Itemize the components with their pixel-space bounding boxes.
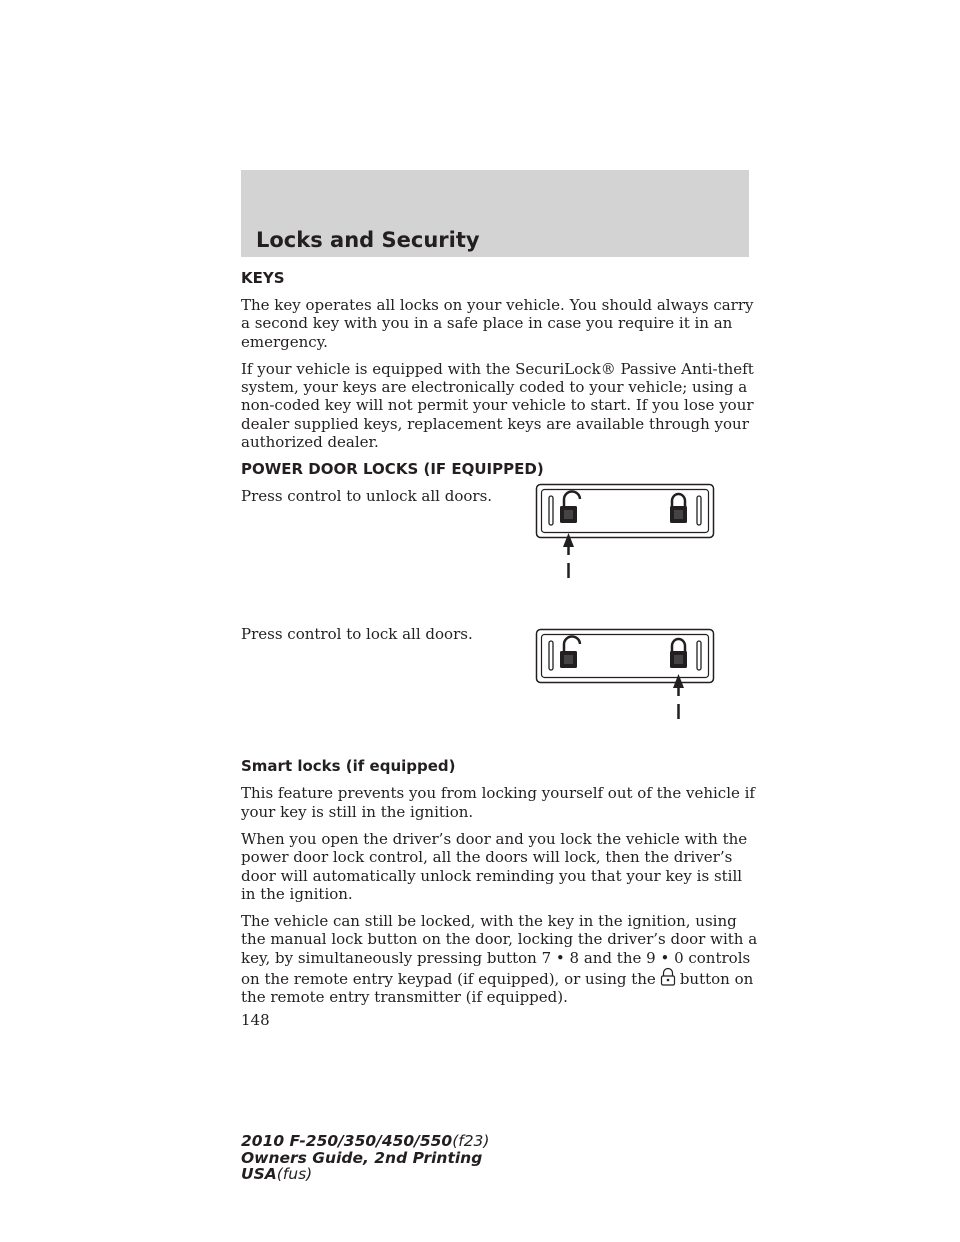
unlock-instruction: Press control to unlock all doors. xyxy=(241,487,493,506)
lock-icon xyxy=(658,967,678,987)
unlock-switch-figure xyxy=(535,483,717,583)
footer-market: USA xyxy=(241,1165,277,1183)
smart-locks-paragraph-3 xyxy=(241,912,761,1006)
footer-model-code: (f23) xyxy=(452,1132,490,1150)
section-title: Locks and Security xyxy=(256,228,480,252)
smart-locks-heading: Smart locks (if equipped) xyxy=(241,757,456,776)
smart-locks-paragraph-1: This feature prevents you from locking yourself out of the vehicle if your key is still in the ignition. xyxy=(241,784,755,821)
smart-locks-paragraph-3-start: The vehicle can still be locked, with the key in the ignition, using the manual lock button on the door, locking the driver’s door with a key, by simultaneously pressing button 7 • 8 and the 9 • 0 controls on the remote entry keypad (if equipped), or using the xyxy=(241,912,758,989)
lock-instruction: Press control to lock all doors. xyxy=(241,625,473,644)
page-number: 148 xyxy=(241,1010,270,1029)
lock-switch-figure xyxy=(535,628,717,728)
power-door-locks-heading: POWER DOOR LOCKS (IF EQUIPPED) xyxy=(241,460,544,479)
unlock-pointer-arrow xyxy=(563,533,574,578)
keys-heading: KEYS xyxy=(241,269,285,287)
keys-paragraph-2: If your vehicle is equipped with the SecuriLock® Passive Anti-theft system, your keys are electronically coded to your vehicle; using a non-coded key will not permit your vehicle to start. If you lose your dealer supplied keys, replacement keys are available through your authorized dealer. xyxy=(241,359,754,452)
keys-paragraph-1: The key operates all locks on your vehicle. You should always carry a second key with you in a safe place in case you require it in an emergency. xyxy=(241,296,754,351)
lock-figure-row xyxy=(241,625,761,757)
smart-locks-paragraph-2: When you open the driver’s door and you lock the vehicle with the power door lock control, all the doors will lock, then the driver’s door will automatically unlock reminding you that your key is still in the ignition. xyxy=(241,829,748,903)
footer xyxy=(241,1133,489,1183)
unlock-figure-row xyxy=(241,487,761,625)
section-header-band xyxy=(241,170,749,257)
smart-locks-paragraph-3-end: button on the remote entry transmitter (if equipped). xyxy=(241,970,754,1007)
footer-line-1 xyxy=(241,1133,489,1150)
footer-model: 2010 F-250/350/450/550 xyxy=(241,1132,453,1150)
footer-line-2: Owners Guide, 2nd Printing xyxy=(241,1148,483,1167)
page-content xyxy=(241,269,761,1029)
footer-line-3 xyxy=(241,1166,489,1183)
footer-market-code: (fus) xyxy=(276,1165,313,1183)
